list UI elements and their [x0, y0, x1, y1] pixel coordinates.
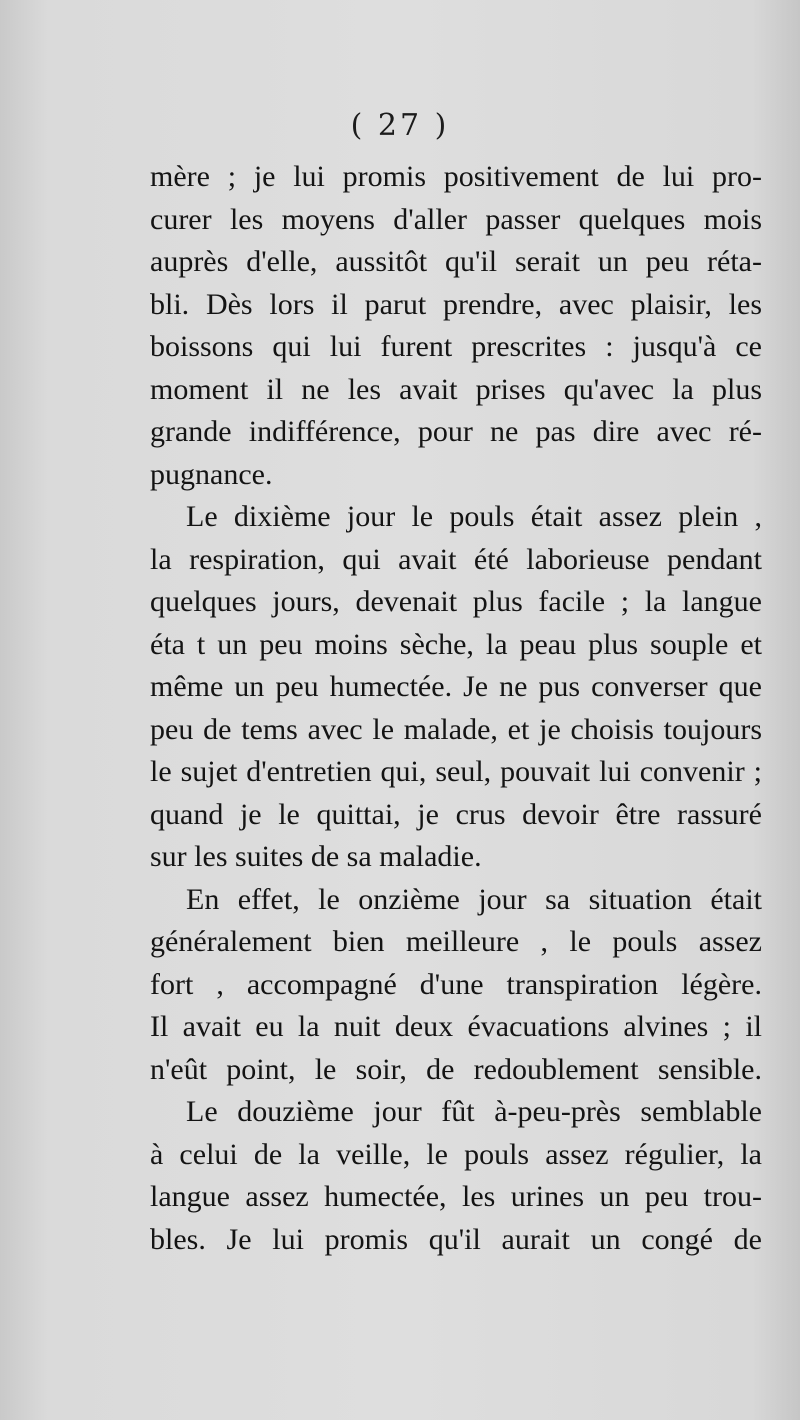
text-line: généralement bien meilleure , le pouls assez	[150, 925, 762, 958]
text-line: peu de tems avec le malade, et je choisis toujours	[150, 712, 762, 746]
text-line: En effet, le onzième jour sa situation était	[186, 882, 762, 916]
body-text	[150, 156, 762, 1261]
text-line: boissons qui lui furent prescrites : jusqu'à ce	[150, 330, 762, 363]
text-line: bles. Je lui promis qu'il aurait un congé de	[150, 1222, 762, 1256]
text-line: quand je le quittai, je crus devoir être rassuré	[150, 797, 762, 831]
text-line: même un peu humectée. Je ne pus converser que	[150, 670, 762, 703]
text-line: langue assez humectée, les urines un peu trou-	[150, 1180, 762, 1213]
text-line: quelques jours, devenait plus facile ; la langue	[150, 585, 762, 618]
text-line: la respiration, qui avait été laborieuse pendant	[150, 542, 762, 576]
text-line: n'eût point, le soir, de redoublement sensible.	[150, 1052, 762, 1086]
text-line: Il avait eu la nuit deux évacuations alvines ; il	[150, 1010, 762, 1043]
text-line: pugnance.	[150, 457, 273, 491]
text-line: Le dixième jour le pouls était assez plein ,	[186, 500, 762, 533]
text-line: fort , accompagné d'une transpiration légère.	[150, 967, 762, 1001]
text-line: sur les suites de sa maladie.	[150, 840, 482, 873]
text-line: mère ; je lui promis positivement de lui pro-	[150, 160, 762, 193]
text-line: bli. Dès lors il parut prendre, avec plaisir, les	[150, 287, 762, 321]
text-line: Le douzième jour fût à-peu-près semblable	[186, 1095, 762, 1128]
page-number: ( 27 )	[350, 108, 450, 143]
text-line: auprès d'elle, aussitôt qu'il serait un peu réta-	[150, 245, 762, 278]
text-line: moment il ne les avait prises qu'avec la plus	[150, 372, 762, 406]
text-line: curer les moyens d'aller passer quelques mois	[150, 202, 762, 236]
text-line: grande indifférence, pour ne pas dire avec ré-	[150, 415, 762, 448]
text-line: éta t un peu moins sèche, la peau plus souple et	[150, 627, 762, 661]
text-line: à celui de la veille, le pouls assez régulier, la	[150, 1137, 762, 1171]
text-line: le sujet d'entretien qui, seul, pouvait lui convenir ;	[150, 755, 762, 788]
